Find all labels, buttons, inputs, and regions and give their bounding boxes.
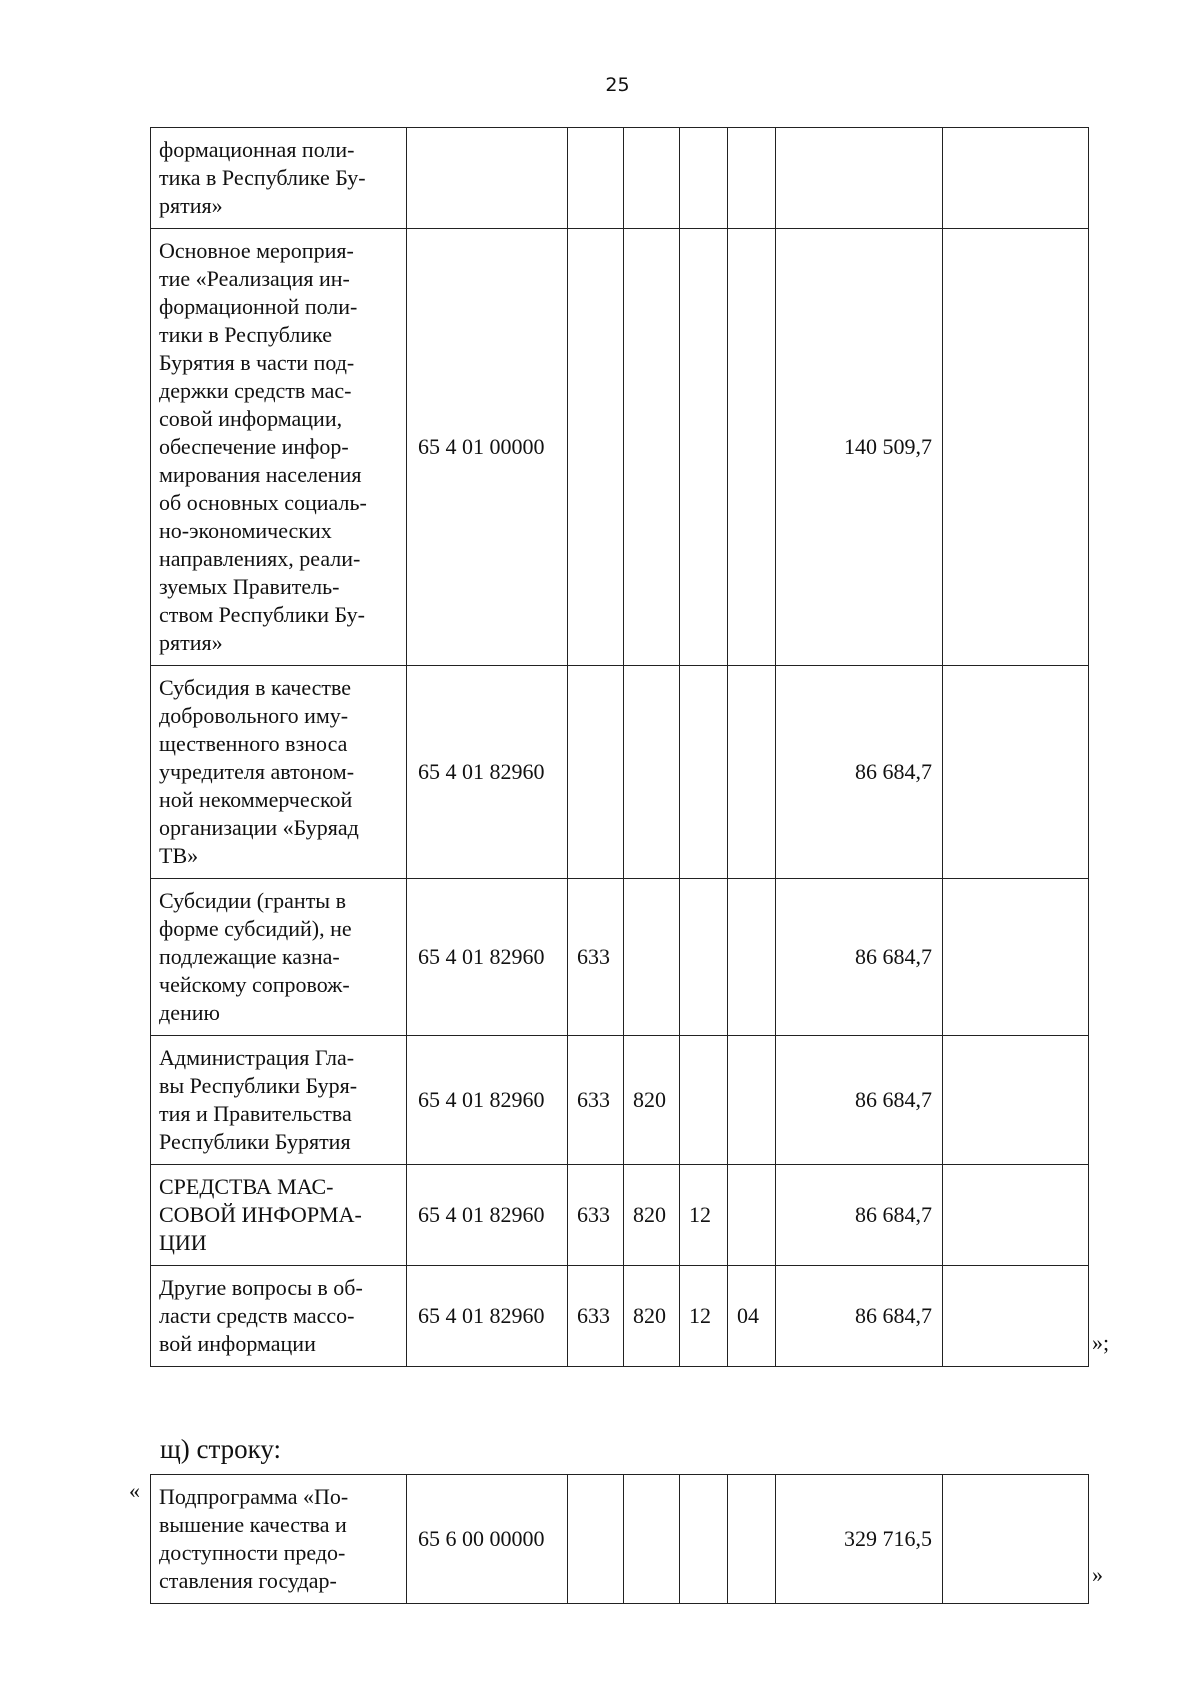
row-name-line: Бурятия в части под- — [159, 350, 355, 375]
expense-type-cell — [568, 1475, 624, 1604]
subsection-code-cell — [728, 1165, 776, 1266]
ministry-code-cell — [624, 128, 680, 229]
row-name-line: организации «Буряад — [159, 815, 359, 840]
budget-table — [150, 127, 1089, 1367]
target-article-code-cell: 65 4 01 82960 — [407, 1165, 568, 1266]
row-name-line: рятия» — [159, 630, 223, 655]
row-name-line: ной некоммерческой — [159, 787, 353, 812]
amount-cell: 86 684,7 — [776, 1165, 943, 1266]
empty-cell — [943, 128, 1089, 229]
row-name-cell — [151, 1475, 407, 1604]
section-code-cell — [680, 666, 728, 879]
row-name-line: об основных социаль- — [159, 490, 367, 515]
table-row — [151, 1165, 1089, 1266]
row-name-line: СОВОЙ ИНФОРМА- — [159, 1202, 362, 1227]
row-name-line: ством Республики Бу- — [159, 602, 365, 627]
expense-type-cell — [568, 128, 624, 229]
closing-quote-mark: » — [1092, 1562, 1103, 1587]
expense-type-cell: 633 — [568, 1266, 624, 1367]
expense-type-cell: 633 — [568, 1036, 624, 1165]
table-row — [151, 1036, 1089, 1165]
row-name-line: но-экономических — [159, 518, 332, 543]
ministry-code-cell — [624, 1475, 680, 1604]
empty-cell — [943, 1036, 1089, 1165]
section-code-cell — [680, 879, 728, 1036]
section-label: щ) строку: — [160, 1434, 282, 1464]
row-name-line: мирования населения — [159, 462, 362, 487]
subsection-code-cell — [728, 1036, 776, 1165]
empty-cell — [943, 1165, 1089, 1266]
ministry-code-cell: 820 — [624, 1266, 680, 1367]
row-name-line: подлежащие казна- — [159, 944, 340, 969]
empty-cell — [943, 666, 1089, 879]
section-code-cell — [680, 229, 728, 666]
row-name-line: тика в Республике Бу- — [159, 165, 366, 190]
table-row — [151, 128, 1089, 229]
section-code-cell — [680, 1036, 728, 1165]
subsection-code-cell — [728, 128, 776, 229]
row-name-line: Субсидия в качестве — [159, 675, 352, 700]
row-name-line: ТВ» — [159, 843, 199, 868]
row-name-line: вышение качества и — [159, 1512, 347, 1537]
row-name-line: тие «Реализация ин- — [159, 266, 350, 291]
row-name-line: Другие вопросы в об- — [159, 1275, 363, 1300]
subsection-code-cell — [728, 879, 776, 1036]
row-name-line: тия и Правительства — [159, 1101, 352, 1126]
expense-type-cell: 633 — [568, 1165, 624, 1266]
row-name-line: Основное мероприя- — [159, 238, 354, 263]
row-name-line: направлениях, реали- — [159, 546, 361, 571]
row-name-line: чейскому сопровож- — [159, 972, 350, 997]
target-article-code-cell: 65 4 01 82960 — [407, 666, 568, 879]
page-number: 25 — [605, 74, 630, 96]
row-name-line: формационная поли- — [159, 137, 355, 162]
row-name-cell — [151, 1165, 407, 1266]
subsection-code-cell — [728, 229, 776, 666]
expense-type-cell — [568, 666, 624, 879]
row-name-cell — [151, 1036, 407, 1165]
subsection-code-cell — [728, 666, 776, 879]
opening-quote-mark: « — [129, 1478, 140, 1503]
table-row — [151, 879, 1089, 1036]
row-name-line: обеспечение инфор- — [159, 434, 349, 459]
row-name-line: щественного взноса — [159, 731, 348, 756]
table-row — [151, 1475, 1089, 1604]
table-row — [151, 666, 1089, 879]
expense-type-cell — [568, 229, 624, 666]
empty-cell — [943, 1266, 1089, 1367]
row-name-cell — [151, 879, 407, 1036]
subsection-code-cell: 04 — [728, 1266, 776, 1367]
row-name-line: учредителя автоном- — [159, 759, 355, 784]
row-name-line: формационной поли- — [159, 294, 358, 319]
budget-table-body — [151, 128, 1089, 1367]
expense-type-cell: 633 — [568, 879, 624, 1036]
amount-cell: 329 716,5 — [776, 1475, 943, 1604]
row-name-line: вой информации — [159, 1331, 316, 1356]
row-name-line: совой информации, — [159, 406, 343, 431]
budget-table-body — [151, 1475, 1089, 1604]
section-code-cell — [680, 128, 728, 229]
target-article-code-cell — [407, 128, 568, 229]
row-name-line: держки средств мас- — [159, 378, 352, 403]
target-article-code-cell: 65 4 01 00000 — [407, 229, 568, 666]
ministry-code-cell: 820 — [624, 1036, 680, 1165]
amount-cell — [776, 128, 943, 229]
row-name-line: Субсидии (гранты в — [159, 888, 346, 913]
ministry-code-cell — [624, 229, 680, 666]
row-name-line: ставления государ- — [159, 1568, 337, 1593]
row-name-line: тики в Республике — [159, 322, 333, 347]
row-name-line: зуемых Правитель- — [159, 574, 340, 599]
row-name-cell — [151, 229, 407, 666]
row-name-line: доступности предо- — [159, 1540, 346, 1565]
section-code-cell — [680, 1475, 728, 1604]
target-article-code-cell: 65 4 01 82960 — [407, 879, 568, 1036]
row-name-line: Республики Бурятия — [159, 1129, 351, 1154]
row-name-cell — [151, 1266, 407, 1367]
amount-cell: 86 684,7 — [776, 666, 943, 879]
row-name-line: форме субсидий), не — [159, 916, 352, 941]
ministry-code-cell — [624, 666, 680, 879]
section-code-cell: 12 — [680, 1165, 728, 1266]
budget-table-second — [150, 1474, 1089, 1604]
row-name-line: дению — [159, 1000, 220, 1025]
table-row — [151, 1266, 1089, 1367]
row-name-line: ЦИИ — [159, 1230, 207, 1255]
row-name-line: Подпрограмма «По- — [159, 1484, 349, 1509]
amount-cell: 86 684,7 — [776, 1266, 943, 1367]
ministry-code-cell — [624, 879, 680, 1036]
closing-quote-mark: »; — [1092, 1330, 1110, 1355]
row-name-cell — [151, 666, 407, 879]
section-code-cell: 12 — [680, 1266, 728, 1367]
row-name-line: СРЕДСТВА МАС- — [159, 1174, 334, 1199]
empty-cell — [943, 1475, 1089, 1604]
target-article-code-cell: 65 6 00 00000 — [407, 1475, 568, 1604]
empty-cell — [943, 229, 1089, 666]
target-article-code-cell: 65 4 01 82960 — [407, 1266, 568, 1367]
row-name-line: ласти средств массо- — [159, 1303, 355, 1328]
row-name-cell — [151, 128, 407, 229]
amount-cell: 86 684,7 — [776, 1036, 943, 1165]
ministry-code-cell: 820 — [624, 1165, 680, 1266]
amount-cell: 140 509,7 — [776, 229, 943, 666]
row-name-line: рятия» — [159, 193, 223, 218]
row-name-line: Администрация Гла- — [159, 1045, 355, 1070]
row-name-line: вы Республики Буря- — [159, 1073, 358, 1098]
target-article-code-cell: 65 4 01 82960 — [407, 1036, 568, 1165]
empty-cell — [943, 879, 1089, 1036]
subsection-code-cell — [728, 1475, 776, 1604]
table-row — [151, 229, 1089, 666]
amount-cell: 86 684,7 — [776, 879, 943, 1036]
row-name-line: добровольного иму- — [159, 703, 349, 728]
